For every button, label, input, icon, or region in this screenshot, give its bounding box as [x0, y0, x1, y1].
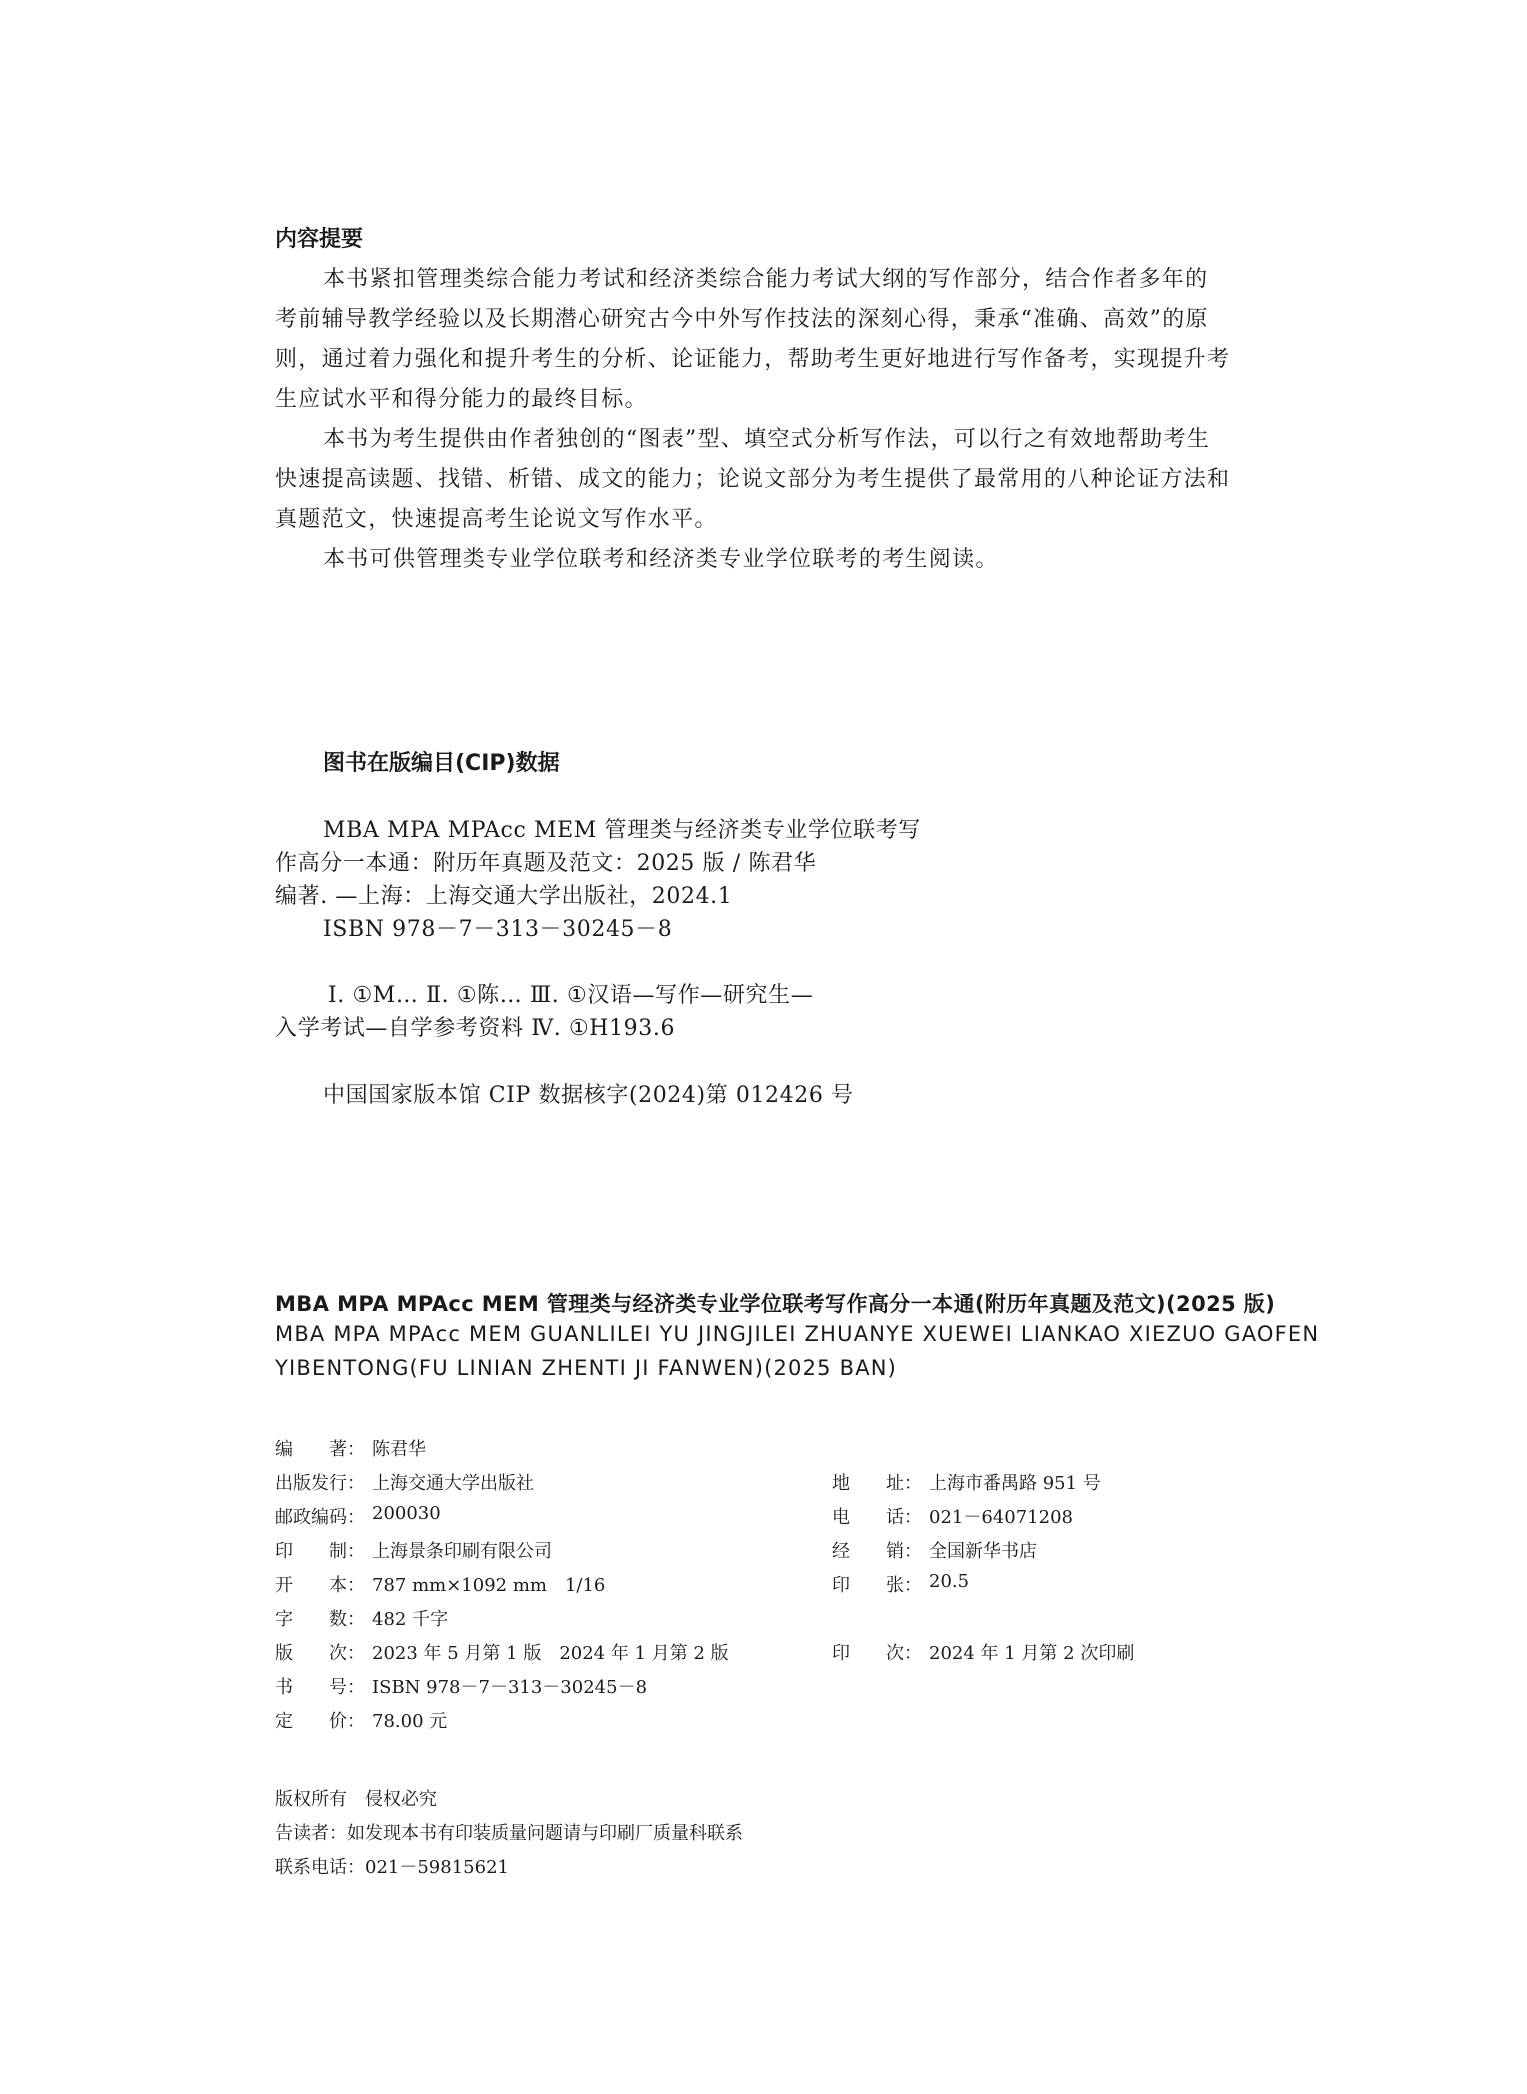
colophon-value: 20.5	[929, 1571, 970, 1592]
colophon-label: 印 张：	[832, 1575, 922, 1596]
summary-line: 本书可供管理类专业学位联考和经济类专业学位联考的考生阅读。	[323, 547, 999, 572]
colophon-value: 200030	[372, 1503, 441, 1524]
summary-line: 真题范文，快速提高考生论说文写作水平。	[275, 507, 718, 532]
book-title-pinyin: MBA MPA MPAcc MEM GUANLILEI YU JINGJILEI ZHUANYE XUEWEI LIANKAO XIEZUO GAOFEN	[275, 1322, 1320, 1346]
cip-line: 编著. —上海：上海交通大学出版社，2024.1	[275, 884, 733, 909]
colophon-label: 邮政编码：	[275, 1507, 365, 1528]
copyright-notice: 版权所有 侵权必究	[275, 1789, 437, 1810]
colophon-label: 版 次：	[275, 1643, 365, 1664]
colophon-value: 78.00 元	[372, 1711, 448, 1732]
cip-line: Ⅰ. ①M… Ⅱ. ①陈… Ⅲ. ①汉语—写作—研究生—	[328, 983, 814, 1008]
summary-line: 则，通过着力强化和提升考生的分析、论证能力，帮助考生更好地进行写作备考，实现提升考	[275, 347, 1231, 372]
cip-line: MBA MPA MPAcc MEM 管理类与经济类专业学位联考写	[323, 818, 921, 843]
book-title: MBA MPA MPAcc MEM 管理类与经济类专业学位联考写作高分一本通(附历年真题及范文)(2025 版)	[275, 1292, 1276, 1316]
cip-line: 作高分一本通：附历年真题及范文：2025 版 / 陈君华	[275, 851, 817, 876]
colophon-label: 定 价：	[275, 1711, 365, 1732]
colophon-value: 上海景条印刷有限公司	[372, 1541, 552, 1562]
summary-heading: 内容提要	[275, 227, 364, 252]
cip-heading: 图书在版编目(CIP)数据	[323, 751, 560, 776]
colophon-label: 电 话：	[832, 1507, 922, 1528]
summary-line: 本书为考生提供由作者独创的“图表”型、填空式分析写作法，可以行之有效地帮助考生	[323, 427, 1211, 452]
colophon-value: 2024 年 1 月第 2 次印刷	[929, 1643, 1135, 1664]
contact-phone: 联系电话：021－59815621	[275, 1857, 509, 1878]
colophon-label: 字 数：	[275, 1609, 365, 1630]
colophon-value: 482 千字	[372, 1609, 449, 1630]
colophon-value: 上海市番禺路 951 号	[929, 1473, 1101, 1494]
colophon-value: 021－64071208	[929, 1507, 1073, 1528]
colophon-label: 地 址：	[832, 1473, 922, 1494]
summary-line: 快速提高读题、找错、析错、成文的能力；论说文部分为考生提供了最常用的八种论证方法和	[275, 467, 1231, 492]
colophon-label: 开 本：	[275, 1575, 365, 1596]
colophon-label: 出版发行：	[275, 1473, 365, 1494]
colophon-value: 2023 年 5 月第 1 版 2024 年 1 月第 2 版	[372, 1643, 729, 1664]
colophon-value: ISBN 978－7－313－30245－8	[372, 1677, 648, 1698]
summary-line: 考前辅导教学经验以及长期潜心研究古今中外写作技法的深刻心得，秉承“准确、高效”的原	[275, 307, 1209, 332]
cip-line: 入学考试—自学参考资料 Ⅳ. ①H193.6	[275, 1016, 676, 1041]
colophon-label: 印 制：	[275, 1541, 365, 1562]
colophon-value: 陈君华	[372, 1439, 426, 1460]
cip-line: 中国国家版本馆 CIP 数据核字(2024)第 012426 号	[323, 1083, 854, 1108]
book-title-pinyin: YIBENTONG(FU LINIAN ZHENTI JI FANWEN)(2025 BAN)	[275, 1356, 898, 1380]
cip-line: ISBN 978－7－313－30245－8	[323, 917, 673, 942]
colophon-label: 书 号：	[275, 1677, 365, 1698]
colophon-value: 787 mm×1092 mm 1/16	[372, 1575, 606, 1596]
colophon-label: 编 著：	[275, 1439, 365, 1460]
reader-notice: 告读者：如发现本书有印装质量问题请与印刷厂质量科联系	[275, 1823, 743, 1844]
colophon-label: 经 销：	[832, 1541, 922, 1562]
summary-line: 生应试水平和得分能力的最终目标。	[275, 387, 648, 412]
summary-line: 本书紧扣管理类综合能力考试和经济类综合能力考试大纲的写作部分，结合作者多年的	[323, 267, 1209, 292]
colophon-value: 上海交通大学出版社	[372, 1473, 534, 1494]
colophon-value: 全国新华书店	[929, 1541, 1037, 1562]
colophon-label: 印 次：	[832, 1643, 922, 1664]
